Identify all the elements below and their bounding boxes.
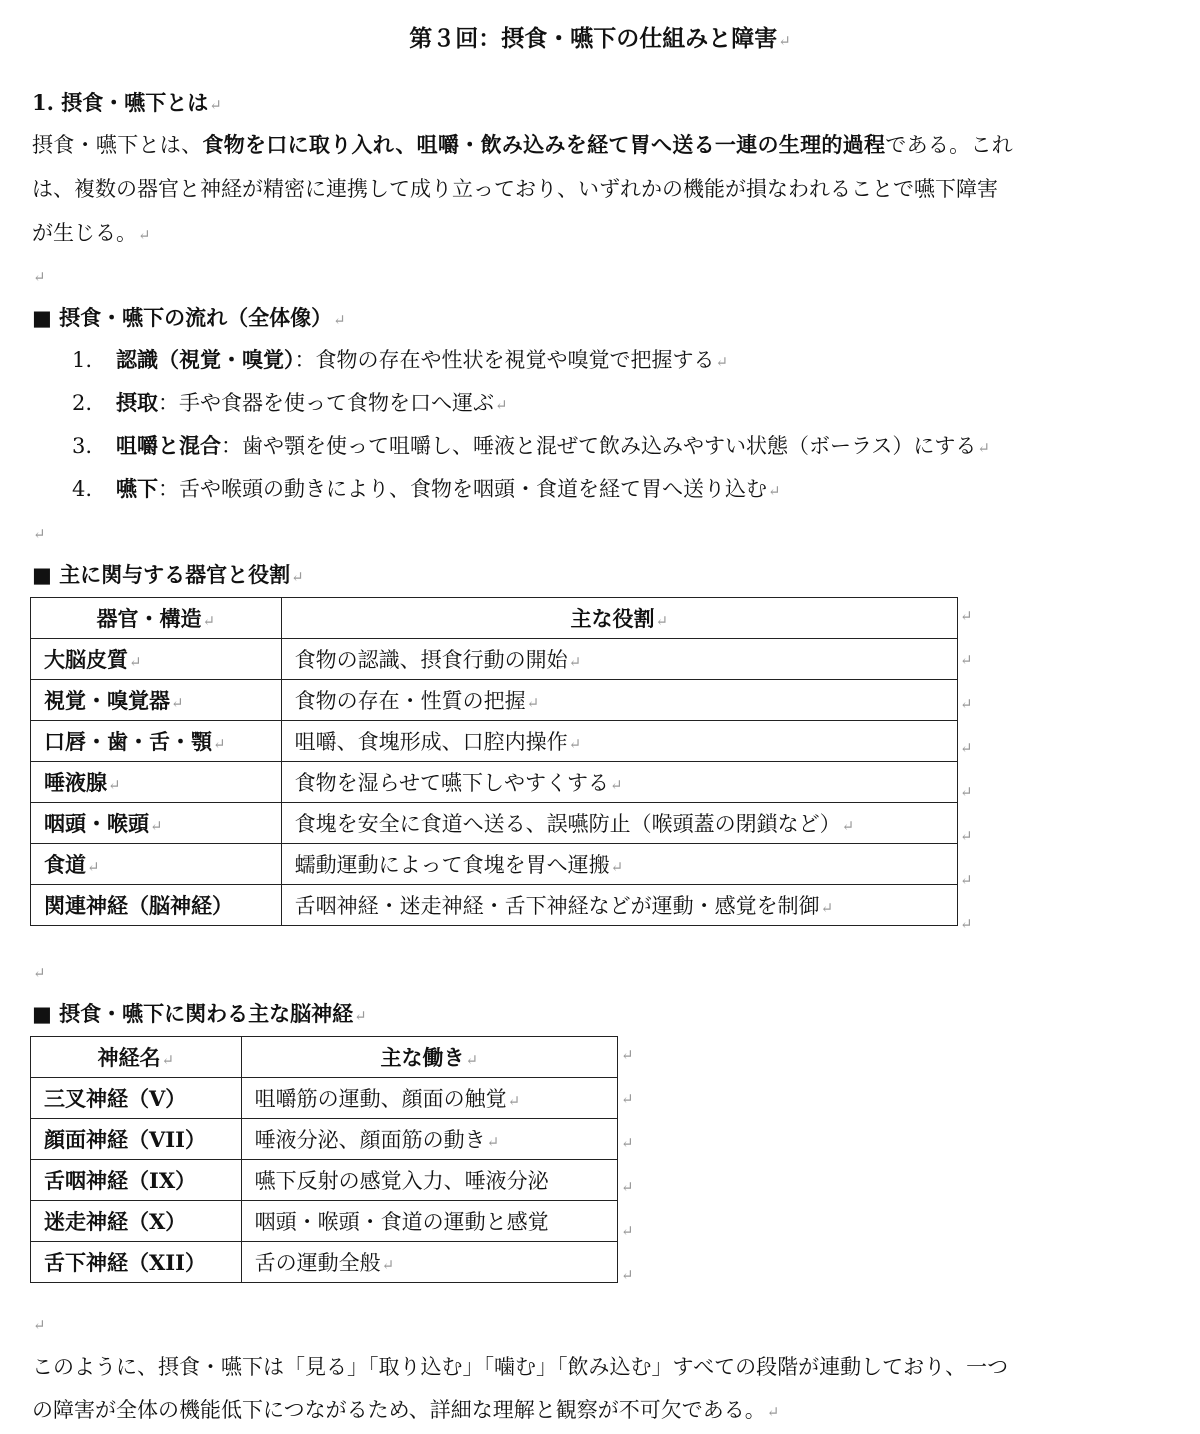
organ-name-cell: 咽頭・喉頭↵ — [31, 803, 282, 844]
nerve-name-cell: 三叉神経（V） — [31, 1078, 242, 1119]
table-header-row — [31, 1037, 618, 1078]
table-row — [31, 1242, 618, 1283]
organ-role-cell: 舌咽神経・迷走神経・舌下神経などが運動・感覚を制御↵ — [281, 885, 957, 926]
paragraph-mark: ↵ — [778, 32, 791, 50]
nerve-name-cell: 舌咽神経（IX） — [31, 1160, 242, 1201]
paragraph-mark: ↵ — [333, 311, 346, 329]
row-end-mark: ↵ — [621, 1046, 634, 1064]
paragraph-mark: ↵ — [33, 525, 46, 543]
table-row — [31, 639, 958, 680]
table-header-cell: 主な働き↵ — [241, 1037, 617, 1078]
paragraph-mark: ↵ — [33, 268, 46, 286]
paragraph-mark: ↵ — [768, 482, 781, 500]
row-end-mark: ↵ — [960, 739, 973, 757]
nerve-function-cell: 嚥下反射の感覚入力、唾液分泌 — [241, 1160, 617, 1201]
row-end-mark: ↵ — [621, 1222, 634, 1240]
row-end-mark: ↵ — [960, 827, 973, 845]
table-header-cell: 器官・構造↵ — [31, 598, 282, 639]
paragraph-mark: ↵ — [33, 964, 46, 982]
section-heading: 1. 摂食・嚥下とは↵ — [32, 90, 222, 115]
row-end-mark: ↵ — [960, 695, 973, 713]
organ-role-cell: 食物の認識、摂食行動の開始↵ — [281, 639, 957, 680]
intro-paragraph-line: が生じる。↵ — [32, 221, 151, 245]
row-end-mark: ↵ — [960, 915, 973, 933]
table-row — [31, 762, 958, 803]
nerve-name-cell: 迷走神経（X） — [31, 1201, 242, 1242]
organ-role-cell: 食塊を安全に食道へ送る、誤嚥防止（喉頭蓋の閉鎖など）↵ — [281, 803, 957, 844]
paragraph-mark: ↵ — [33, 1316, 46, 1334]
conclusion-line: このように、摂食・嚥下は「見る」「取り込む」「噛む」「飲み込む」すべての段階が連動しており、一つ — [32, 1355, 1009, 1379]
table-header-row — [31, 598, 958, 639]
table-row — [31, 1160, 618, 1201]
flow-list-item: 2. 摂取：手や食器を使って食物を口へ運ぶ↵ — [72, 390, 508, 415]
organ-role-cell: 咀嚼、食塊形成、口腔内操作↵ — [281, 721, 957, 762]
row-end-mark: ↵ — [960, 871, 973, 889]
organ-name-cell: 関連神経（脳神経） — [31, 885, 282, 926]
paragraph-mark: ↵ — [495, 396, 508, 414]
row-end-mark: ↵ — [621, 1178, 634, 1196]
nerve-name-cell: 顔面神経（VII） — [31, 1119, 242, 1160]
organ-name-cell: 唾液腺↵ — [31, 762, 282, 803]
document-title: 第３回：摂食・嚥下の仕組みと障害↵ — [409, 25, 791, 52]
intro-paragraph-line: は、複数の器官と神経が精密に連携して成り立っており、いずれかの機能が損なわれることで嚥下障害 — [32, 177, 998, 201]
table-row — [31, 844, 958, 885]
nerves-heading: ■ 摂食・嚥下に関わる主な脳神経↵ — [32, 1001, 367, 1026]
paragraph-mark: ↵ — [138, 226, 151, 244]
table-row — [31, 680, 958, 721]
organ-name-cell: 口唇・歯・舌・顎↵ — [31, 721, 282, 762]
empty-paragraph — [32, 1308, 46, 1340]
organ-role-cell: 食物の存在・性質の把握↵ — [281, 680, 957, 721]
row-end-mark: ↵ — [621, 1090, 634, 1108]
table-row — [31, 721, 958, 762]
nerve-function-cell: 咽頭・喉頭・食道の運動と感覚 — [241, 1201, 617, 1242]
row-end-mark: ↵ — [621, 1266, 634, 1284]
row-end-mark: ↵ — [960, 783, 973, 801]
table-row — [31, 885, 958, 926]
intro-paragraph-line: 摂食・嚥下とは、食物を口に取り入れ、咀嚼・飲み込みを経て胃へ送る一連の生理的過程である。これ — [32, 132, 1014, 157]
paragraph-mark: ↵ — [291, 568, 304, 586]
organs-table — [30, 597, 958, 926]
paragraph-mark: ↵ — [977, 439, 990, 457]
organ-name-cell: 大脳皮質↵ — [31, 639, 282, 680]
table-row — [31, 1119, 618, 1160]
paragraph-mark: ↵ — [354, 1007, 367, 1025]
paragraph-mark: ↵ — [766, 1403, 780, 1421]
empty-paragraph — [32, 517, 46, 549]
table-row — [31, 1201, 618, 1242]
nerve-function-cell: 咀嚼筋の運動、顔面の触覚↵ — [241, 1078, 617, 1119]
table-row — [31, 1078, 618, 1119]
nerve-name-cell: 舌下神経（XII） — [31, 1242, 242, 1283]
paragraph-mark: ↵ — [209, 96, 222, 114]
nerve-function-cell: 唾液分泌、顔面筋の動き↵ — [241, 1119, 617, 1160]
empty-paragraph — [32, 956, 46, 988]
row-end-mark: ↵ — [960, 607, 973, 625]
table-row — [31, 803, 958, 844]
table-header-cell: 主な役割↵ — [281, 598, 957, 639]
table-header-cell: 神経名↵ — [31, 1037, 242, 1078]
conclusion-line: の障害が全体の機能低下につながるため、詳細な理解と観察が不可欠である。↵ — [32, 1398, 780, 1422]
empty-paragraph — [32, 260, 46, 292]
organs-heading: ■ 主に関与する器官と役割↵ — [32, 562, 304, 587]
flow-list-item: 1. 認識（視覚・嗅覚）：食物の存在や性状を視覚や嗅覚で把握する↵ — [72, 347, 729, 372]
paragraph-mark: ↵ — [715, 353, 729, 371]
flow-list-item: 4. 嚥下：舌や喉頭の動きにより、食物を咽頭・食道を経て胃へ送り込む↵ — [72, 476, 781, 501]
nerve-function-cell: 舌の運動全般↵ — [241, 1242, 617, 1283]
nerves-table — [30, 1036, 618, 1283]
organ-role-cell: 蠕動運動によって食塊を胃へ運搬↵ — [281, 844, 957, 885]
row-end-mark: ↵ — [960, 651, 973, 669]
flow-list-item: 3. 咀嚼と混合：歯や顎を使って咀嚼し、唾液と混ぜて飲み込みやすい状態（ボーラス）にする↵ — [72, 433, 990, 458]
organ-name-cell: 視覚・嗅覚器↵ — [31, 680, 282, 721]
row-end-mark: ↵ — [621, 1134, 634, 1152]
organ-role-cell: 食物を湿らせて嚥下しやすくする↵ — [281, 762, 957, 803]
flow-heading: ■ 摂食・嚥下の流れ（全体像）↵ — [32, 305, 346, 330]
organ-name-cell: 食道↵ — [31, 844, 282, 885]
